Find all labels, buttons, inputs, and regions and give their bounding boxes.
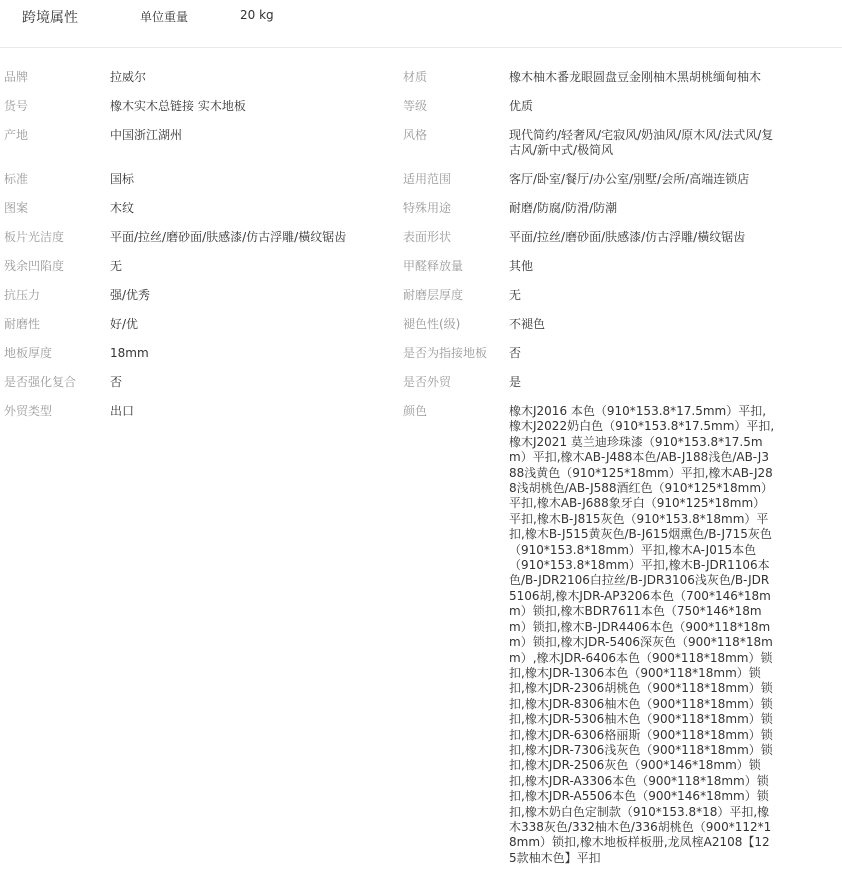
attr-row-material <box>403 70 783 85</box>
attr-row-foreign-trade <box>403 375 783 390</box>
attr-row-residual-dent <box>4 259 404 274</box>
attr-value: 平面/拉丝/磨砂面/肤感漆/仿古浮雕/橫纹锯齿 <box>110 230 347 244</box>
attr-label: 图案 <box>4 201 29 215</box>
attr-row-formaldehyde <box>403 259 783 274</box>
attr-row-grade <box>403 99 783 114</box>
attr-label: 品牌 <box>4 70 29 84</box>
attr-value: 客厅/卧室/餐厅/办公室/别墅/会所/高端连锁店 <box>509 172 750 186</box>
attr-value: 是 <box>509 375 522 389</box>
unit-weight-label: 单位重量 <box>140 10 189 24</box>
attr-label: 耐磨性 <box>4 317 41 331</box>
attr-label: 材质 <box>403 70 428 84</box>
attr-value: 好/优 <box>110 317 139 331</box>
attr-label: 是否为指接地板 <box>403 346 488 360</box>
attr-label: 是否外贸 <box>403 375 452 389</box>
attr-value: 否 <box>509 346 522 360</box>
attr-label: 适用范围 <box>403 172 452 186</box>
attr-row-special-use <box>403 201 783 216</box>
attr-label: 产地 <box>4 128 29 142</box>
attr-label: 特殊用途 <box>403 201 452 215</box>
attr-label: 是否强化复合 <box>4 375 77 389</box>
attr-label: 褪色性(级) <box>403 317 461 331</box>
attr-value: 平面/拉丝/磨砂面/肤感漆/仿古浮雕/橫纹锯齿 <box>509 230 746 244</box>
attr-label: 货号 <box>4 99 29 113</box>
attributes-right-column <box>403 70 783 880</box>
attr-value: 国标 <box>110 172 135 186</box>
attr-row-finger-joint <box>403 346 783 361</box>
attr-row-finish <box>4 230 404 245</box>
attr-row-standard <box>4 172 404 187</box>
attr-label: 风格 <box>403 128 428 142</box>
attr-row-trade-type <box>4 404 404 419</box>
attr-row-wear-resistance <box>4 317 404 332</box>
attr-value: 优质 <box>509 99 534 113</box>
unit-weight-value: 20 kg <box>240 8 274 22</box>
attr-row-origin <box>4 128 404 143</box>
attr-label: 地板厚度 <box>4 346 53 360</box>
attr-row-fading <box>403 317 783 332</box>
cross-border-attributes-bar <box>0 0 842 48</box>
attr-row-thickness <box>4 346 404 361</box>
attr-label: 等级 <box>403 99 428 113</box>
attr-row-style <box>403 128 783 158</box>
attr-label: 标准 <box>4 172 29 186</box>
attr-value: 无 <box>110 259 123 273</box>
attr-label: 残余凹陷度 <box>4 259 65 273</box>
attr-value: 橡木实木总链接 实木地板 <box>110 99 246 113</box>
attr-value: 橡木柚木番龙眼圆盘豆金刚柚木黑胡桃缅甸柚木 <box>509 70 762 84</box>
attr-value: 中国浙江湖州 <box>110 128 183 142</box>
attr-value: 木纹 <box>110 201 135 215</box>
attr-label: 抗压力 <box>4 288 41 302</box>
attr-label: 颜色 <box>403 404 428 418</box>
attr-value: 不褪色 <box>509 317 546 331</box>
attr-row-laminate <box>4 375 404 390</box>
attr-row-surface-shape <box>403 230 783 245</box>
attr-row-wear-layer <box>403 288 783 303</box>
attr-value: 出口 <box>110 404 135 418</box>
section-title: 跨境属性 <box>22 10 78 26</box>
attr-label: 表面形状 <box>403 230 452 244</box>
attributes-left-column <box>4 70 404 433</box>
attr-value: 耐磨/防腐/防滑/防潮 <box>509 201 618 215</box>
attr-value: 其他 <box>509 259 534 273</box>
attr-label: 甲醛释放量 <box>403 259 464 273</box>
attr-value: 拉威尔 <box>110 70 147 84</box>
attr-label: 耐磨层厚度 <box>403 288 464 302</box>
attr-value: 无 <box>509 288 522 302</box>
attr-row-pattern <box>4 201 404 216</box>
attr-row-compression <box>4 288 404 303</box>
attr-row-scope <box>403 172 783 187</box>
attr-row-color <box>403 404 783 866</box>
attr-value: 强/优秀 <box>110 288 151 302</box>
attr-value: 否 <box>110 375 123 389</box>
attr-label: 板片光洁度 <box>4 230 65 244</box>
attr-row-brand <box>4 70 404 85</box>
attr-value-color-list: 橡木J2016 本色（910*153.8*17.5mm）平扣,橡木J2022奶白色（910*153.8*17.5mm）平扣,橡木J2021 莫兰迪珍珠漆（910*153.8*17.5mm）平扣,橡木AB-J488本色/AB-J188浅色/AB-J388浅黄色（910*125*18mm）平扣,橡木AB-J288浅胡桃色/AB-J588酒红色（910*125*18mm）平扣,橡木AB-J688象牙白（910*125*18mm）平扣,橡木B-J815灰色（910*153.8*18mm）平扣,橡木B-J515黄灰色/B-J615烟熏色/B-J715灰色（910*153.8*18mm）平扣,橡木A-J015本色（910*153.8*18mm）平扣,橡木B-JDR1106本色/B-JDR2106白拉丝/B-JDR3106浅灰色/B-JDR5106胡,橡木JDR-AP3206本色（700*146*18mm）锁扣,橡木BDR7611本色（750*146*18mm）锁扣,橡木B-JDR4406本色（900*118*18mm）锁扣,橡木JDR-5406深灰色（900*118*18mm）,橡木JDR-6406本色（900*118*18mm）锁扣,橡木JDR-1306本色（900*118*18mm）锁扣,橡木JDR-2306胡桃色（900*118*18mm）锁扣,橡木JDR-8306柚木色（900*118*18mm）锁扣,橡木JDR-5306柚木色（900*118*18mm）锁扣,橡木JDR-6306格丽斯（900*118*18mm）锁扣,橡木JDR-7306浅灰色（900*118*18mm）锁扣,橡木JDR-2506灰色（900*146*18mm）锁扣,橡木JDR-A3306本色（900*118*18mm）锁扣,橡木JDR-A5506本色（900*146*18mm）锁扣,橡木奶白色定制款（910*153.8*18）平扣,橡木338灰色/332柚木色/336胡桃色（900*112*18mm）锁扣,橡木地板样板册,龙凤榁A2108【125款柚木色】平扣 <box>509 404 775 865</box>
attr-value: 18mm <box>110 346 149 360</box>
attr-label: 外贸类型 <box>4 404 53 418</box>
attr-value: 现代简约/轻奢风/宅寂风/奶油风/原木风/法式风/复古风/新中式/极简风 <box>509 128 774 157</box>
attr-row-item-no <box>4 99 404 114</box>
